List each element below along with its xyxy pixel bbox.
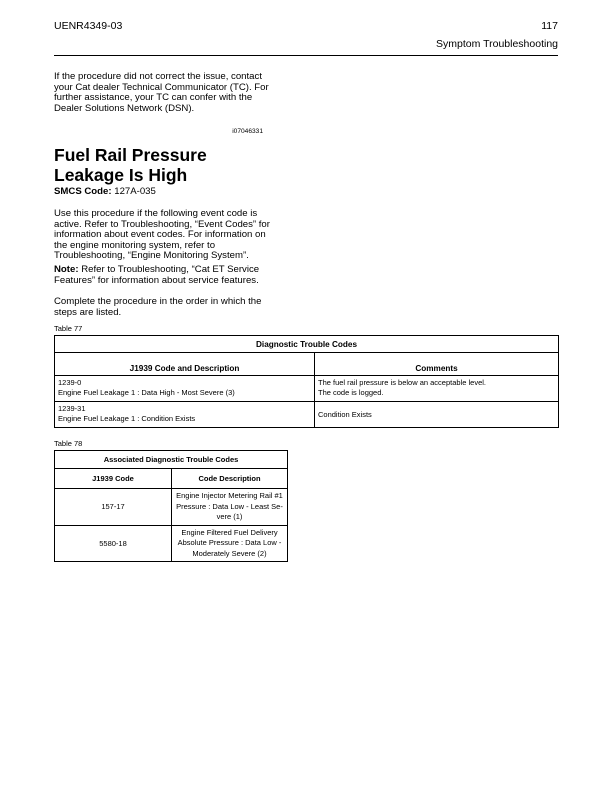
code-cell xyxy=(55,376,315,402)
code-description: Engine Fuel Leakage 1 : Condition Exists xyxy=(58,414,196,423)
smcs-label: SMCS Code: xyxy=(54,186,112,197)
code-value: 1239-0 xyxy=(58,378,82,387)
note-text: Refer to Troubleshooting, “Cat ET Service Features” for information about service features. xyxy=(54,264,260,286)
smcs-code xyxy=(54,187,274,198)
code-description: Engine Fuel Leakage 1 : Data High - Most Severe (3) xyxy=(58,388,235,397)
column-header: J1939 Code xyxy=(55,469,172,489)
document-reference: i07046331 xyxy=(232,128,263,135)
description-line: Absolute Pressure : Data Low - xyxy=(177,538,282,547)
column-header: Comments xyxy=(315,353,559,376)
complete-paragraph: Complete the procedure in the order in which the steps are listed. xyxy=(54,296,262,318)
description-cell xyxy=(172,489,288,526)
column-header: Code Description xyxy=(172,469,288,489)
code-cell: 157-17 xyxy=(55,489,172,526)
description-line: Moderately Severe (2) xyxy=(192,548,267,558)
description-line: Engine Injector Metering Rail #1 xyxy=(176,491,283,500)
table-row xyxy=(55,525,288,562)
page-title: Fuel Rail Pressure Leakage Is High xyxy=(54,145,207,185)
comment-cell xyxy=(315,376,559,402)
description-cell xyxy=(172,525,288,562)
intro-paragraph: If the procedure did not correct the issue, contact your Cat dealer Technical Communicator (TC). For further assistance, your TC can confer with the Dealer Solutions Network (DSN). xyxy=(54,71,269,114)
section-name: Symptom Troubleshooting xyxy=(436,38,558,50)
comment-line: The fuel rail pressure is below an acceptable level. xyxy=(318,378,487,387)
note-paragraph xyxy=(54,265,274,286)
table-title: Diagnostic Trouble Codes xyxy=(55,336,559,353)
header-rule xyxy=(54,55,558,56)
column-header: J1939 Code and Description xyxy=(55,353,315,376)
table-78-caption: Table 78 xyxy=(54,439,83,448)
table-row xyxy=(55,402,559,428)
table-77-caption: Table 77 xyxy=(54,324,83,333)
comment-cell xyxy=(315,402,559,428)
description-line: Engine Filtered Fuel Delivery xyxy=(181,527,278,537)
code-value: 1239-31 xyxy=(58,404,86,413)
comment-line: Condition Exists xyxy=(318,409,372,419)
note-label: Note: xyxy=(54,264,79,275)
code-cell: 5580-18 xyxy=(55,525,172,562)
usage-paragraph: Use this procedure if the following event code is active. Refer to Troubleshooting, “Event Codes” for information about event codes. For information on the engine monitoring system, refer to Troubleshooting, “Engine Monitoring System”. xyxy=(54,208,270,262)
page-number: 117 xyxy=(541,20,558,32)
table-row xyxy=(55,489,288,526)
document-id: UENR4349-03 xyxy=(54,20,123,32)
diagnostic-trouble-codes-table xyxy=(54,335,559,428)
description-line: Pressure : Data Low - Least Se- xyxy=(176,501,283,511)
description-line: vere (1) xyxy=(216,512,243,521)
table-title: Associated Diagnostic Trouble Codes xyxy=(55,451,288,469)
comment-line: The code is logged. xyxy=(318,388,384,397)
table-row xyxy=(55,376,559,402)
code-cell xyxy=(55,402,315,428)
smcs-value: 127A-035 xyxy=(114,186,156,197)
associated-trouble-codes-table xyxy=(54,450,288,562)
